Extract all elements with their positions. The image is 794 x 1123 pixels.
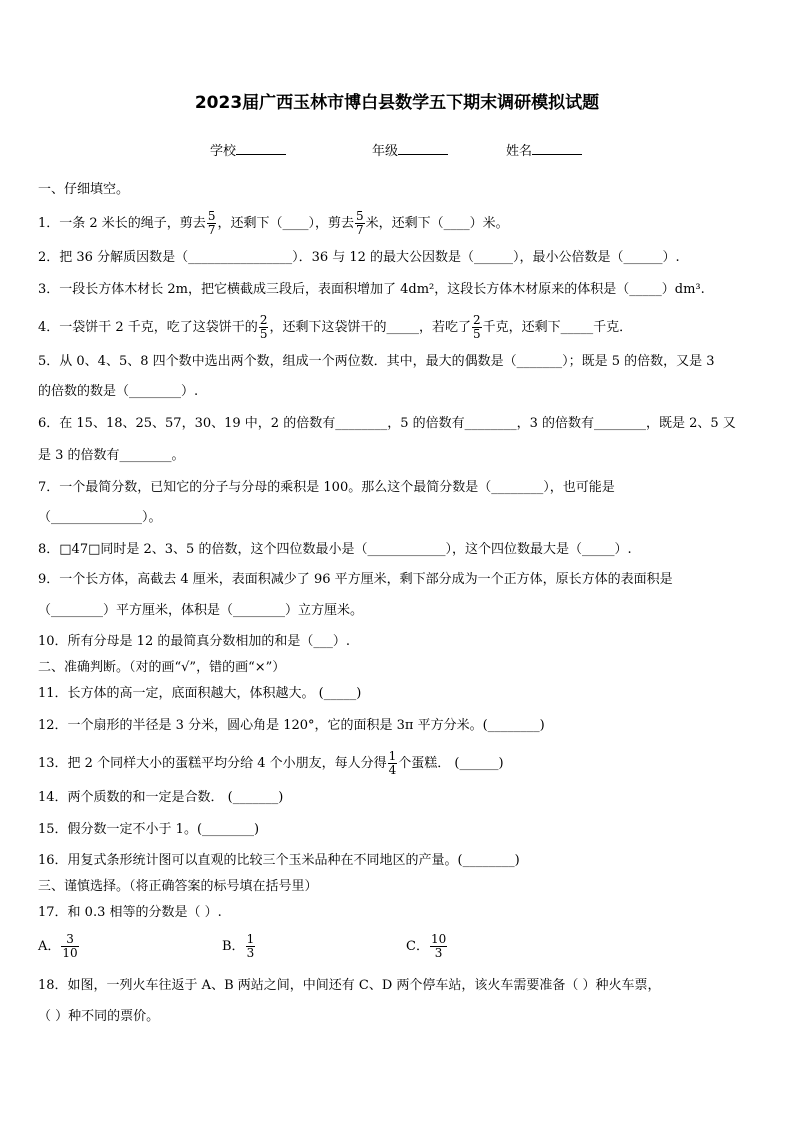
section-2-heading: 二、准确判断。（对的画“√”，错的画“×”） <box>38 660 286 675</box>
question-8: 8．□47□同时是 2、3、5 的倍数，这个四位数最小是（____________），这个四位数最大是（_____）. <box>38 542 632 557</box>
q4-frac1-num: 2 <box>259 313 268 327</box>
q1-fraction-2 <box>355 210 365 237</box>
school-label: 学校 <box>210 144 237 159</box>
question-7-line-2: （______________）。 <box>38 510 162 525</box>
q1-fraction-1 <box>207 210 217 237</box>
q17a-num: 3 <box>61 933 78 947</box>
q17b-den: 3 <box>246 946 255 960</box>
name-blank[interactable] <box>532 140 582 155</box>
question-14: 14．两个质数的和一定是合数． (_______) <box>38 790 284 805</box>
question-13 <box>38 750 504 777</box>
q17c-num: 10 <box>430 932 447 946</box>
q13-text-a: 13．把 2 个同样大小的蛋糕平均分给 4 个小朋友，每人分得 <box>38 756 387 771</box>
question-6-line-2: 是 3 的倍数有________。 <box>38 448 185 463</box>
q4-frac1-den: 5 <box>259 327 268 341</box>
question-9-line-2: （________）平方厘米，体积是（________）立方厘米。 <box>38 603 364 618</box>
question-7-line-1: 7．一个最简分数，已知它的分子与分母的乘积是 100。那么这个最简分数是（________），也可能是 <box>38 480 615 495</box>
q17-option-c-fraction <box>430 933 447 960</box>
q13-frac-num: 1 <box>388 749 397 763</box>
question-1 <box>38 210 509 237</box>
school-field <box>210 140 286 159</box>
question-9-line-1: 9．一个长方体，高截去 4 厘米，表面积减少了 96 平方厘米，剩下部分成为一个正方体，原长方体的表面积是 <box>38 572 673 587</box>
q17-option-b-label: B． <box>222 939 245 954</box>
q1-text-a: 1．一条 2 米长的绳子，剪去 <box>38 216 206 231</box>
q17-option-c[interactable] <box>406 933 448 960</box>
q17-option-a-label: A． <box>38 939 61 954</box>
question-3: 3．一段长方体木材长 2m，把它横截成三段后，表面积增加了 4dm²，这段长方体木材原来的体积是（_____）dm³. <box>38 282 705 297</box>
name-field <box>506 140 582 159</box>
school-blank[interactable] <box>236 140 286 155</box>
q13-text-b: 个蛋糕． (______) <box>398 756 504 771</box>
q4-frac2-den: 5 <box>472 327 481 341</box>
q13-fraction <box>388 750 398 777</box>
question-2: 2．把 36 分解质因数是（________________）．36 与 12 的最大公因数是（______），最小公倍数是（______）. <box>38 250 680 265</box>
question-18-line-2: （ ）种不同的票价。 <box>38 1009 160 1024</box>
q4-text-a: 4．一袋饼干 2 千克，吃了这袋饼干的 <box>38 320 258 335</box>
grade-label: 年级 <box>372 144 399 159</box>
q13-frac-den: 4 <box>388 763 397 777</box>
q4-frac2-num: 2 <box>472 313 481 327</box>
q1-frac1-den: 7 <box>207 223 216 237</box>
q17-option-c-label: C． <box>406 939 429 954</box>
q1-frac1-num: 5 <box>207 209 216 223</box>
page-title: 2023届广西玉林市博白县数学五下期末调研模拟试题 <box>194 93 600 113</box>
question-18-line-1: 18．如图，一列火车往返于 A、B 两站之间，中间还有 C、D 两个停车站，该火车需要准备（ ）种火车票， <box>38 978 661 993</box>
q1-text-b: ，还剩下（____），剪去 <box>217 216 354 231</box>
section-3-heading: 三、谨慎选择。（将正确答案的标号填在括号里） <box>38 879 318 894</box>
question-6-line-1: 6．在 15、18、25、57，30、19 中，2 的倍数有________，5 的倍数有________，3 的倍数有________，既是 2、5 又 <box>38 416 736 431</box>
q4-fraction-2 <box>472 314 482 341</box>
question-5-line-2: 的倍数的数是（________）. <box>38 384 199 399</box>
q17a-den: 10 <box>62 946 78 960</box>
question-17: 17．和 0.3 相等的分数是（ ）. <box>38 905 222 920</box>
q17-option-b-fraction <box>246 933 256 960</box>
q4-text-c: 千克，还剩下_____千克． <box>482 320 633 335</box>
grade-field <box>372 140 448 159</box>
question-12: 12．一个扇形的半径是 3 分米，圆心角是 120°，它的面积是 3π 平方分米。(________) <box>38 718 545 733</box>
q1-frac2-den: 7 <box>355 223 364 237</box>
question-11: 11．长方体的高一定，底面积越大，体积越大。 (_____) <box>38 686 362 701</box>
name-label: 姓名 <box>506 144 533 159</box>
section-1-heading: 一、仔细填空。 <box>38 182 130 197</box>
q17-option-a[interactable] <box>38 933 80 960</box>
q1-frac2-num: 5 <box>355 209 364 223</box>
question-16: 16．用复式条形统计图可以直观的比较三个玉米品种在不同地区的产量。(________) <box>38 853 520 868</box>
q17c-den: 3 <box>434 946 443 960</box>
question-5-line-1: 5．从 0、4、5、8 四个数中选出两个数，组成一个两位数．其中，最大的偶数是（_______）；既是 5 的倍数，又是 3 <box>38 354 715 369</box>
question-15: 15．假分数一定不小于 1。(________) <box>38 822 260 837</box>
q4-text-b: ，还剩下这袋饼干的_____，若吃了 <box>269 320 471 335</box>
q17-option-b[interactable] <box>222 933 256 960</box>
grade-blank[interactable] <box>398 140 448 155</box>
question-10: 10．所有分母是 12 的最简真分数相加的和是（___）. <box>38 634 350 649</box>
q17-option-a-fraction <box>61 933 78 960</box>
q4-fraction-1 <box>259 314 269 341</box>
q1-text-c: 米，还剩下（____）米。 <box>365 216 509 231</box>
q17b-num: 1 <box>246 932 255 946</box>
question-4 <box>38 314 632 341</box>
